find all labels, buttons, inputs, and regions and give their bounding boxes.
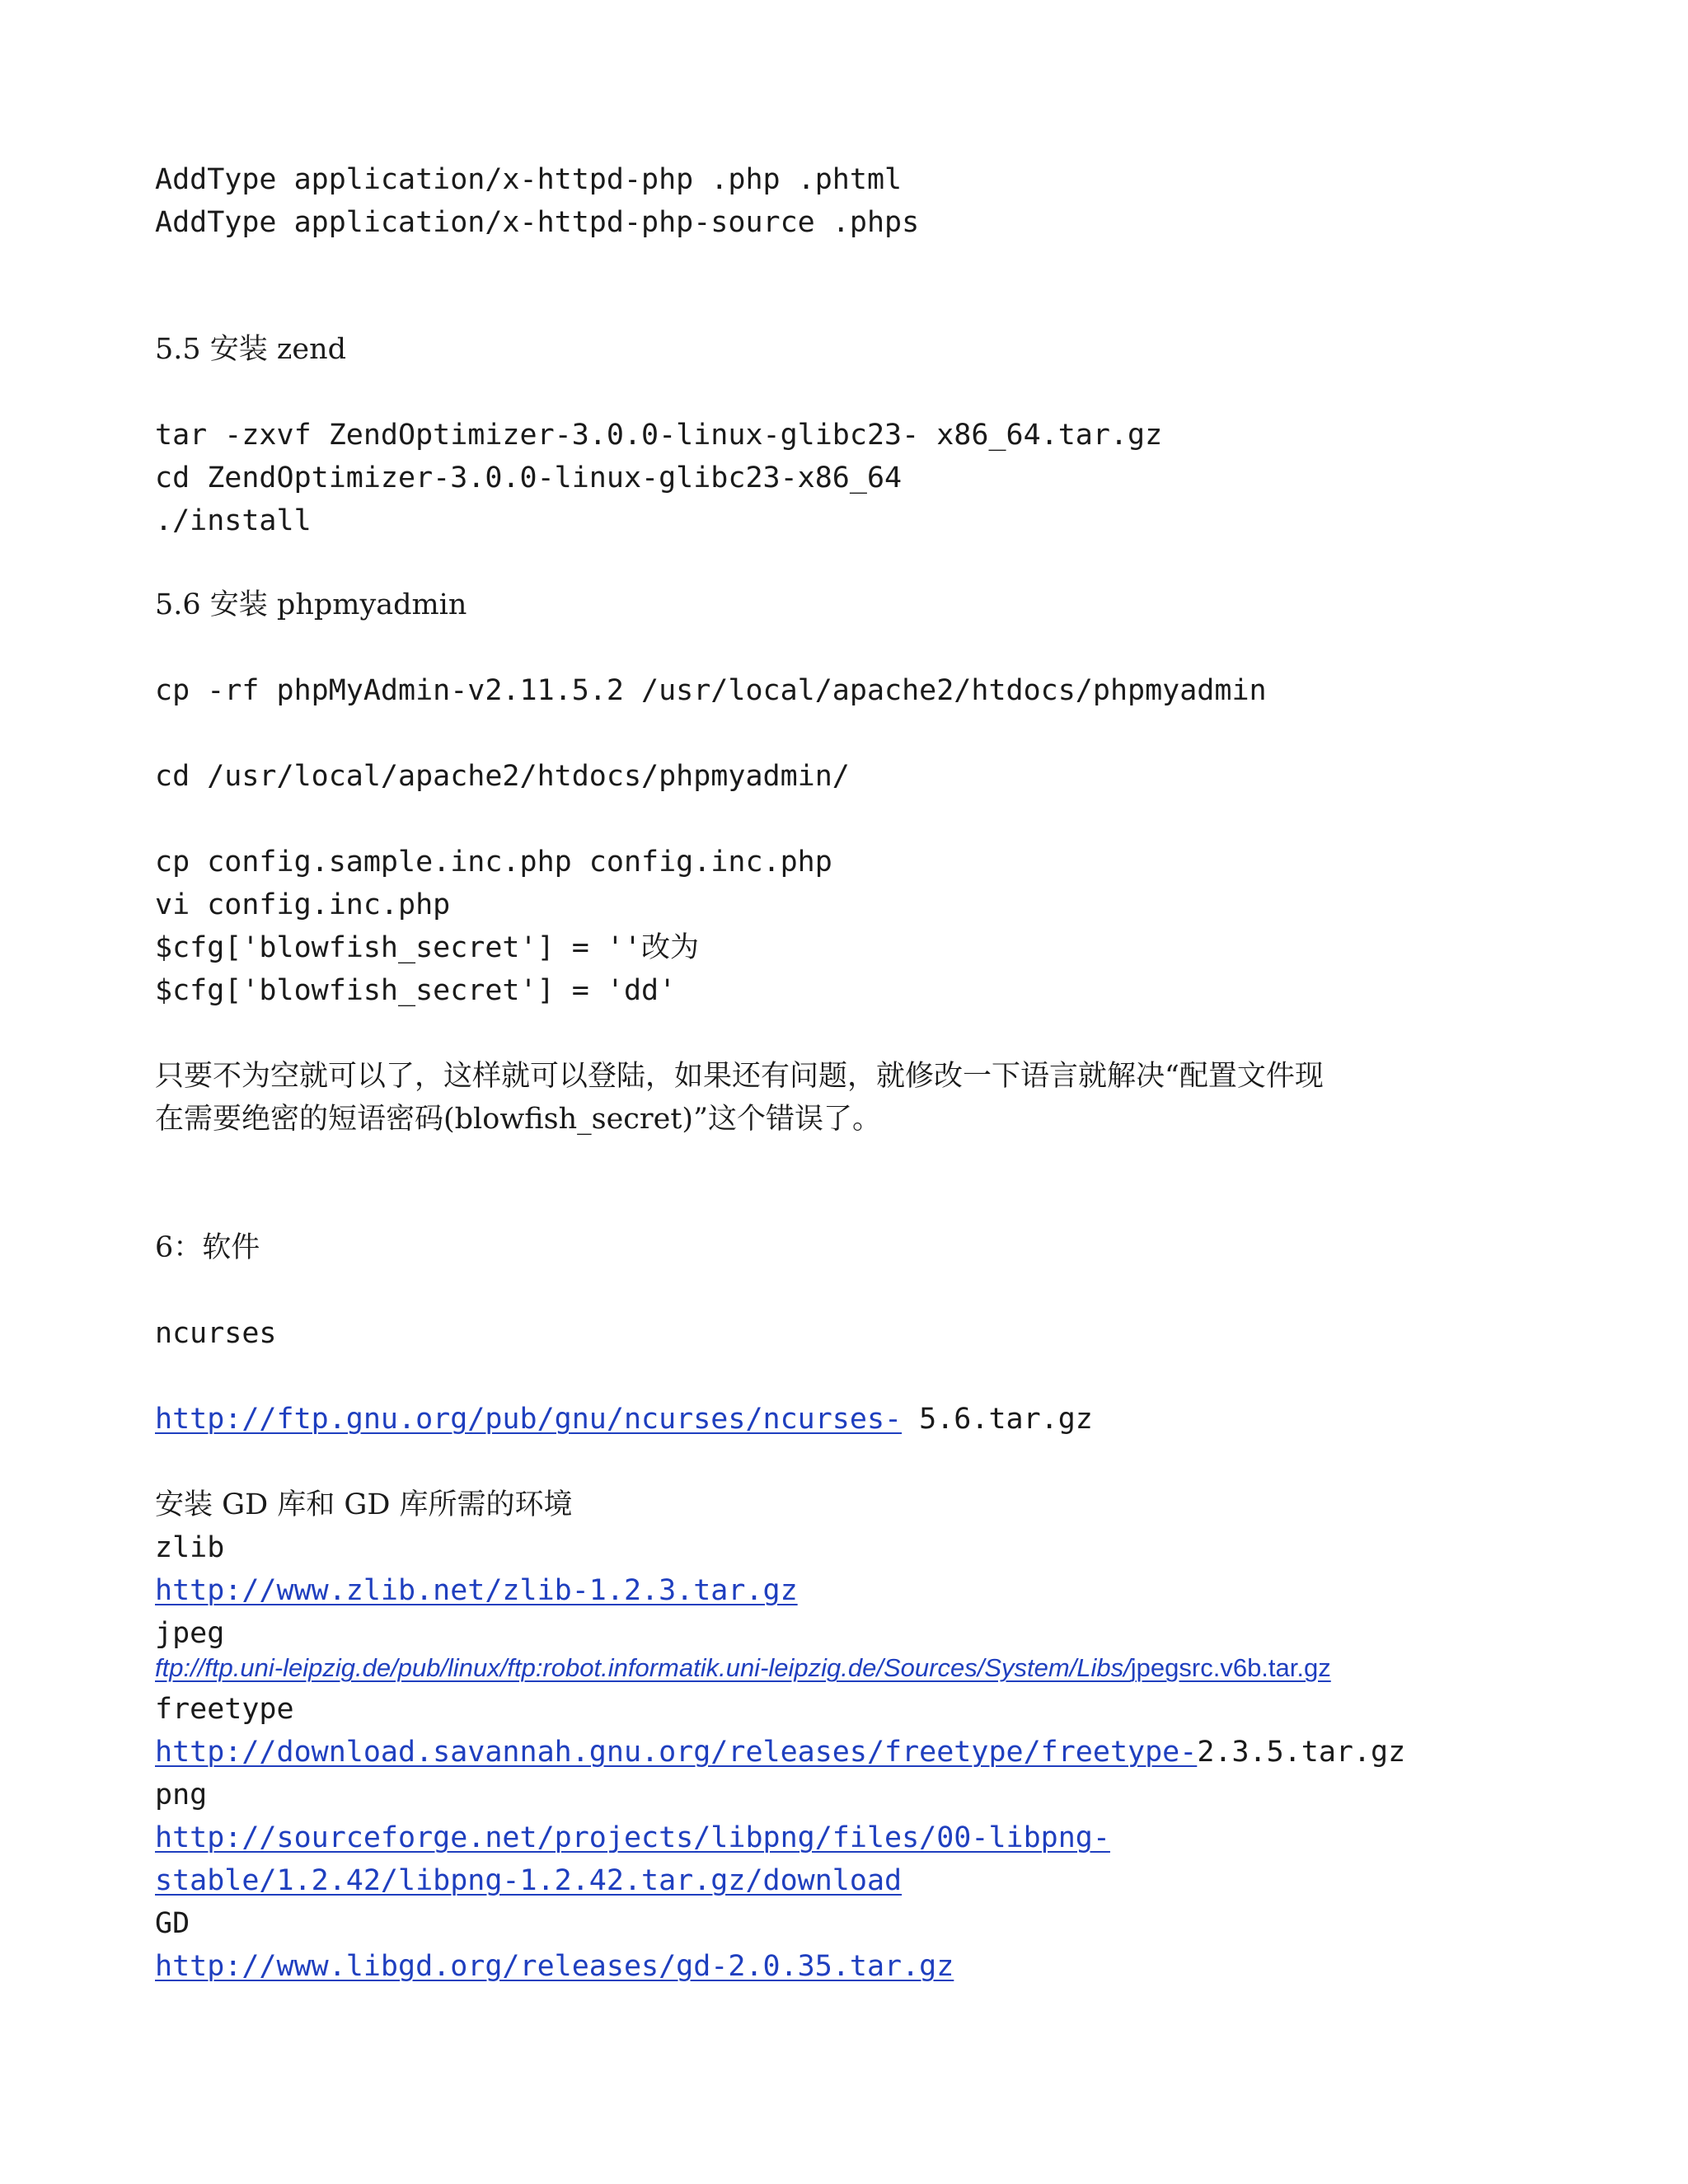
heading-6: 6：软件 bbox=[155, 1231, 260, 1264]
cmd-tar-zend: tar -zxvf ZendOptimizer-3.0.0-linux-glibc23- x86_64.tar.gz bbox=[155, 419, 1163, 452]
cmd-install: ./install bbox=[155, 504, 312, 537]
cfg-line-empty: $cfg['blowfish_secret'] = ''改为 bbox=[155, 931, 700, 964]
note-line-2: 在需要绝密的短语密码(blowfish_secret)”这个错误了。 bbox=[155, 1103, 881, 1136]
cfg-line-dd: $cfg['blowfish_secret'] = 'dd' bbox=[155, 974, 677, 1007]
gd-line bbox=[155, 1945, 954, 1988]
jpeg-link[interactable]: ftp://ftp.uni-leipzig.de/pub/linux/ftp:robot.informatik.uni-leipzig.de/Sources/System/Libs/ bbox=[155, 1653, 1131, 1682]
label-gd: GD bbox=[155, 1907, 190, 1940]
freetype-link[interactable]: http://download.savannah.gnu.org/releases/freetype/freetype- bbox=[155, 1736, 1198, 1769]
ncurses-line bbox=[155, 1398, 1093, 1441]
png-link-part-2[interactable]: stable/1.2.42/libpng-1.2.42.tar.gz/download bbox=[155, 1864, 903, 1897]
cmd-cp-config: cp config.sample.inc.php config.inc.php bbox=[155, 846, 832, 879]
code-line-addtype-phps: AddType application/x-httpd-php-source .phps bbox=[155, 206, 920, 239]
heading-5-5: 5.5 安装 zend bbox=[155, 333, 347, 366]
ncurses-suffix: 5.6.tar.gz bbox=[902, 1403, 1093, 1436]
freetype-line bbox=[155, 1731, 1405, 1774]
gd-env-label: 安装 GD 库和 GD 库所需的环境 bbox=[155, 1488, 573, 1521]
jpeg-link-tail[interactable]: jpegsrc.v6b.tar.gz bbox=[1130, 1653, 1331, 1682]
freetype-suffix: 2.3.5.tar.gz bbox=[1197, 1736, 1406, 1769]
label-zlib: zlib bbox=[155, 1531, 225, 1564]
ncurses-link[interactable]: http://ftp.gnu.org/pub/gnu/ncurses/ncurses- bbox=[155, 1403, 903, 1436]
cmd-cd-zend: cd ZendOptimizer-3.0.0-linux-glibc23-x86_64 bbox=[155, 462, 903, 494]
code-line-addtype-php: AddType application/x-httpd-php .php .phtml bbox=[155, 163, 903, 196]
cmd-cd-phpmyadmin: cd /usr/local/apache2/htdocs/phpmyadmin/ bbox=[155, 760, 850, 793]
jpeg-line bbox=[155, 1646, 1331, 1690]
label-jpeg: jpeg bbox=[155, 1617, 225, 1650]
png-link-part-1[interactable]: http://sourceforge.net/projects/libpng/files/00-libpng- bbox=[155, 1821, 1110, 1854]
label-ncurses: ncurses bbox=[155, 1317, 277, 1350]
zlib-line bbox=[155, 1569, 798, 1612]
label-png: png bbox=[155, 1779, 208, 1811]
gd-link[interactable]: http://www.libgd.org/releases/gd-2.0.35.tar.gz bbox=[155, 1950, 954, 1983]
png-line-1 bbox=[155, 1816, 1110, 1859]
heading-5-6: 5.6 安装 phpmyadmin bbox=[155, 588, 467, 621]
cmd-vi-config: vi config.inc.php bbox=[155, 888, 451, 921]
note-line-1: 只要不为空就可以了，这样就可以登陆，如果还有问题，就修改一下语言就解决“配置文件现 bbox=[155, 1060, 1324, 1093]
cmd-cp-phpmyadmin: cp -rf phpMyAdmin-v2.11.5.2 /usr/local/apache2/htdocs/phpmyadmin bbox=[155, 674, 1267, 707]
label-freetype: freetype bbox=[155, 1693, 294, 1726]
zlib-link[interactable]: http://www.zlib.net/zlib-1.2.3.tar.gz bbox=[155, 1574, 798, 1607]
png-line-2 bbox=[155, 1859, 902, 1902]
